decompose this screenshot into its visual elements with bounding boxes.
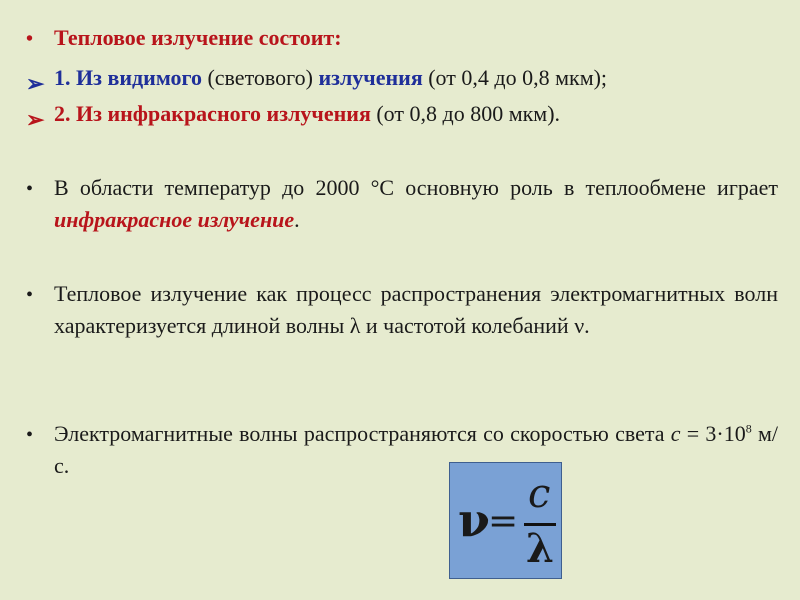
item-paren: (светового) (201, 65, 319, 90)
speed-equals: = 3·10 (680, 421, 746, 446)
speed-symbol: c (670, 421, 681, 446)
formula-box (449, 462, 562, 579)
speed-exponent: 8 (745, 421, 752, 436)
speed-unit: м/с. (54, 421, 779, 478)
formula-numerator: c (528, 471, 551, 517)
paragraph-text: Тепловое излучение как процесс распространения электромагнитных волн характеризуется длиной волны λ и частотой колебаний ν. (54, 281, 778, 338)
arrow-bullet-icon: ➢ (26, 107, 45, 132)
formula-fraction (522, 471, 558, 571)
list-item-text (54, 62, 778, 94)
item-rest: (от 0,4 до 0,8 мкм); (422, 65, 608, 90)
item-lead: 1. Из видимого (54, 65, 202, 90)
item-rest: (от 0,8 до 800 мкм). (370, 101, 561, 126)
paragraph-text (54, 418, 778, 482)
item-lead: 2. Из инфракрасного излучения (54, 101, 371, 126)
arrow-bullet-icon: ➢ (26, 71, 45, 96)
paragraph-text (54, 172, 778, 236)
formula-nu: ν (458, 493, 490, 547)
bullet-dot-icon: • (26, 284, 34, 306)
paragraph-body: Электромагнитные волны распространяются со скоростью света (54, 421, 671, 446)
formula-denominator: λ (526, 525, 555, 572)
bullet-dot-icon: • (26, 424, 34, 446)
paragraph-emphasis: инфракрасное излучение (54, 207, 295, 232)
intro-text: Тепловое излучение состоит: (54, 25, 342, 50)
bullet-dot-icon: • (26, 178, 34, 200)
paragraph-body: В области температур до 2000 °С основную роль в теплообмене играет (54, 175, 778, 200)
list-item-text (54, 98, 778, 130)
item-bold: излучения (318, 65, 423, 90)
formula-equals: = (488, 501, 519, 542)
paragraph-end: . (294, 207, 300, 232)
bullet-dot-icon: • (26, 28, 34, 50)
